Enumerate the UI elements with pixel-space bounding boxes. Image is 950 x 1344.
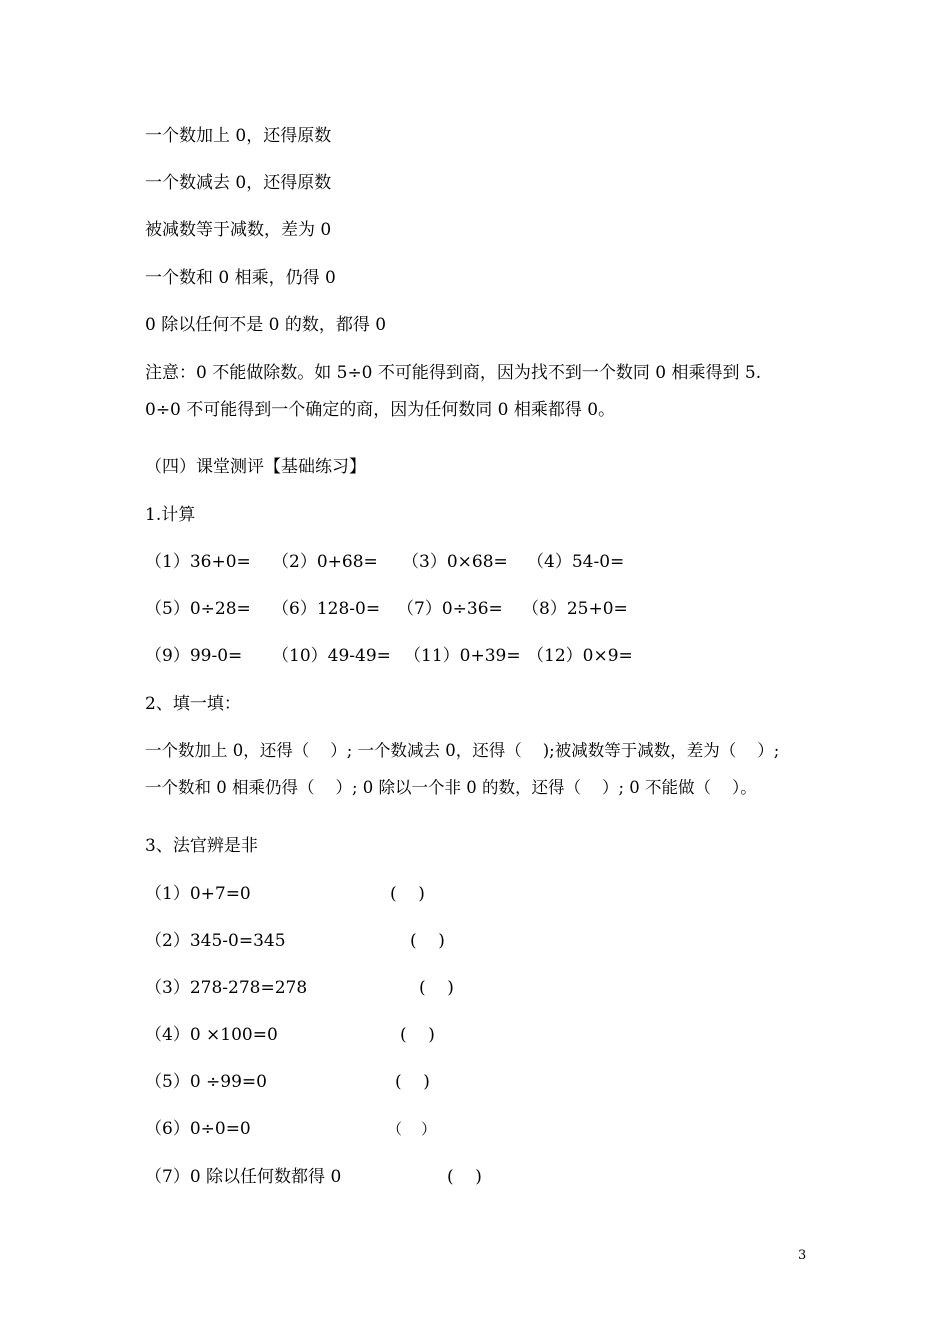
calc-item: （5）0÷28= [145, 599, 251, 619]
rule-line: 一个数和 0 相乘，仍得 0 [145, 268, 336, 288]
judge-item: （3）278-278=278 [145, 978, 308, 998]
calc-item: （6）128-0= [272, 599, 381, 619]
q2-line-1: 一个数加上 0，还得（ ）; 一个数减去 0，还得（ );被减数等于减数，差为（ ）; [145, 741, 780, 760]
q3-title: 3、法官辨是非 [145, 836, 258, 856]
answer-bracket[interactable]: ( ) [400, 1025, 435, 1045]
rule-line: 0 除以任何不是 0 的数，都得 0 [145, 315, 387, 335]
judge-item: （4）0 ×100=0 [145, 1025, 278, 1045]
answer-bracket[interactable]: ( ) [390, 884, 425, 904]
judge-item: （1）0+7=0 [145, 884, 251, 904]
section-title: （四）课堂测评【基础练习】 [145, 457, 366, 477]
judge-item: （5）0 ÷99=0 [145, 1072, 267, 1092]
note-line-1: 注意：0 不能做除数。如 5÷0 不可能得到商，因为找不到一个数同 0 相乘得到 5. [145, 363, 762, 383]
calc-item: （8）25+0= [522, 599, 628, 619]
note-line-2: 0÷0 不可能得到一个确定的商，因为任何数同 0 相乘都得 0。 [145, 400, 616, 420]
judge-item: （7）0 除以任何数都得 0 [145, 1167, 342, 1187]
calc-item: （10）49-49= [272, 646, 391, 666]
calc-item: （4）54-0= [527, 552, 625, 572]
page-number: 3 [798, 1248, 807, 1263]
rule-line: 被减数等于减数，差为 0 [145, 220, 332, 240]
calc-item: （7）0÷36= [397, 599, 503, 619]
answer-bracket[interactable]: （ ） [387, 1120, 437, 1138]
rule-line: 一个数减去 0，还得原数 [145, 173, 332, 193]
q2-title: 2、填一填： [145, 694, 241, 714]
q2-line-2: 一个数和 0 相乘仍得（ ）; 0 除以一个非 0 的数，还得（ ）; 0 不能做（ ）。 [145, 778, 757, 797]
calc-item: （3）0×68= [402, 552, 508, 572]
calc-item: （9）99-0= [145, 646, 243, 666]
rule-line: 一个数加上 0，还得原数 [145, 126, 332, 146]
calc-item: （2）0+68= [272, 552, 378, 572]
judge-item: （6）0÷0=0 [145, 1119, 251, 1139]
q1-title: 1.计算 [145, 505, 196, 525]
answer-bracket[interactable]: ( ) [419, 978, 454, 998]
calc-item: （1）36+0= [145, 552, 251, 572]
judge-item: （2）345-0=345 [145, 931, 286, 951]
answer-bracket[interactable]: ( ) [410, 931, 445, 951]
answer-bracket[interactable]: ( ) [395, 1072, 430, 1092]
calc-item: （11）0+39= [404, 646, 521, 666]
calc-item: （12）0×9= [527, 646, 633, 666]
answer-bracket[interactable]: ( ) [447, 1167, 482, 1187]
